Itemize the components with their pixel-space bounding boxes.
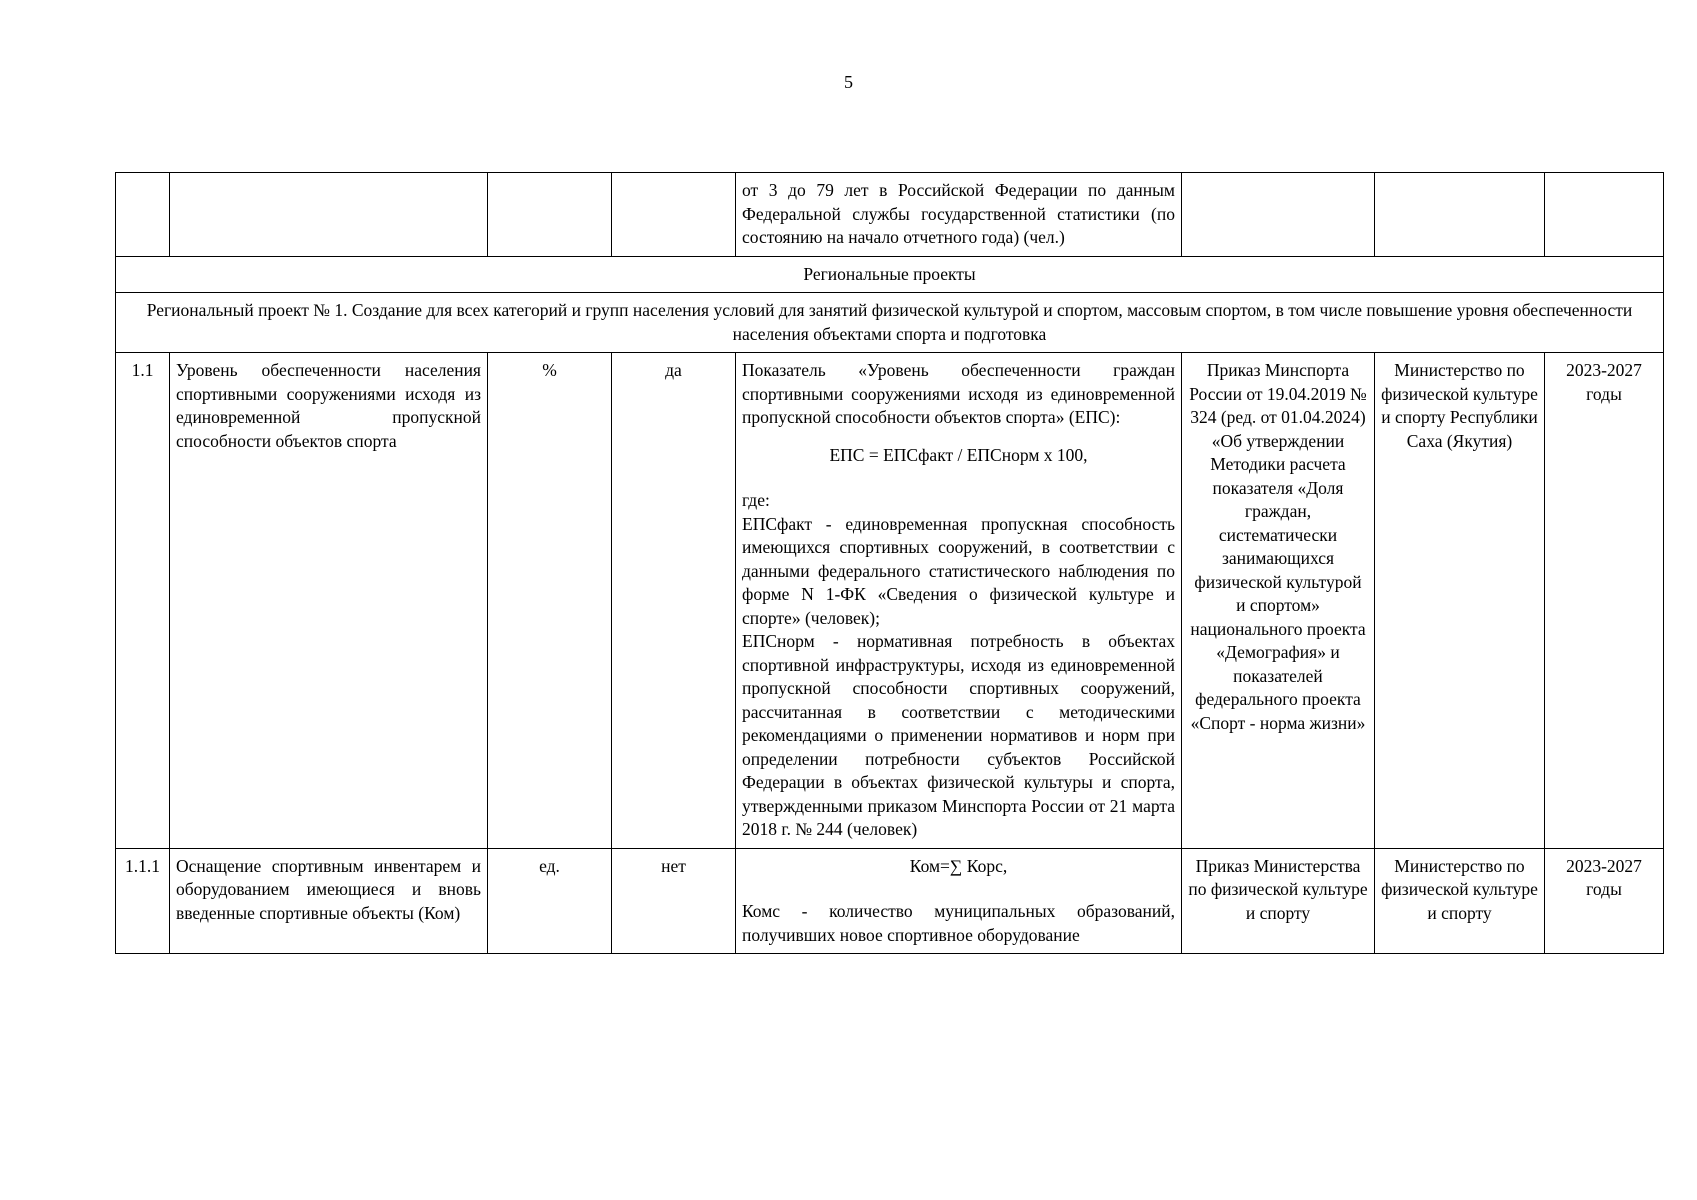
cell-unit: [488, 173, 612, 257]
source-document: Приказ Минспорта России от 19.04.2019 № 324 (ред. от 01.04.2024) «Об утверждении Методики расчета показателя «Доля граждан, систематически занимающихся физической культурой и спортом» национального проекта «Демография» и показателей федерального проекта «Спорт - норма жизни»: [1182, 353, 1375, 849]
cell-method: [736, 173, 1182, 257]
method-fact-definition: ЕПСфакт - единовременная пропускная способность имеющихся спортивных сооружений, в соответствии с данными федерального статистического наблюдения по форме N 1-ФК «Сведения о физической культуре и спорте» (человек);: [742, 513, 1175, 628]
cell-period: [1545, 173, 1664, 257]
indicator-name: [170, 353, 488, 849]
table-row: [116, 848, 1664, 954]
section-header: Региональные проекты: [116, 256, 1664, 293]
method-formula: ЕПС = ЕПСфакт / ЕПСнорм x 100,: [829, 444, 1088, 465]
table-row: [116, 353, 1664, 849]
indicator-name-text: Оснащение спортивным инвентарем и оборудованием имеющиеся и вновь введенные спортивные объекты (Ком): [176, 855, 481, 923]
cell-name: [170, 173, 488, 257]
table-row-section-header: [116, 256, 1664, 293]
method-description: Комс - количество муниципальных образований, получивших новое спортивное оборудование: [742, 901, 1175, 945]
cell-responsible: [1375, 173, 1545, 257]
unit: %: [488, 353, 612, 849]
page-number: 5: [844, 72, 853, 92]
period: 2023-2027 годы: [1545, 848, 1664, 954]
row-number: 1.1: [116, 353, 170, 849]
calculation-method: [736, 353, 1182, 849]
source-document: Приказ Министерства по физической культуре и спорту: [1182, 848, 1375, 954]
method-where: где:: [742, 490, 770, 510]
method-norm-definition: ЕПСнорм - нормативная потребность в объектах спортивной инфраструктуры, исходя из единовременной пропускной способности спортивных сооружений, рассчитанная в соответствии с методическими рекомендациями о применении нормативов и норм при определении потребности субъектов Российской Федерации в объектах физической культуры и спорта, утвержденными приказом Минспорта России от 21 марта 2018 г. № 244 (человек): [742, 631, 1175, 839]
flag: нет: [612, 848, 736, 954]
project-header: Региональный проект № 1. Создание для всех категорий и групп населения условий для занятий физической культурой и спортом, массовым спортом, в том числе повышение уровня обеспеченности населения объектами спорта и подготовка: [116, 293, 1664, 353]
unit: ед.: [488, 848, 612, 954]
responsible-body: Министерство по физической культуре и спорту Республики Саха (Якутия): [1375, 353, 1545, 849]
table-row-continuation: [116, 173, 1664, 257]
calculation-method: [736, 848, 1182, 954]
flag: да: [612, 353, 736, 849]
indicator-name-text: Уровень обеспеченности населения спортивными сооружениями исходя из единовременной пропускной способности объектов спорта: [176, 360, 481, 451]
method-continuation-text: от 3 до 79 лет в Российской Федерации по данным Федеральной службы государственной статистики (по состоянию на начало отчетного года) (чел.): [742, 180, 1175, 247]
responsible-body: Министерство по физической культуре и спорту: [1375, 848, 1545, 954]
indicators-table: [115, 172, 1664, 954]
table-row-project-header: [116, 293, 1664, 353]
cell-source: [1182, 173, 1375, 257]
row-number: 1.1.1: [116, 848, 170, 954]
cell-num: [116, 173, 170, 257]
cell-flag: [612, 173, 736, 257]
indicator-name: [170, 848, 488, 954]
method-intro: Показатель «Уровень обеспеченности граждан спортивными сооружениями исходя из единовременной пропускной способности объектов спорта» (ЕПС):: [742, 360, 1175, 427]
period: 2023-2027 годы: [1545, 353, 1664, 849]
method-formula: Ком=∑ Корс,: [909, 855, 1008, 876]
